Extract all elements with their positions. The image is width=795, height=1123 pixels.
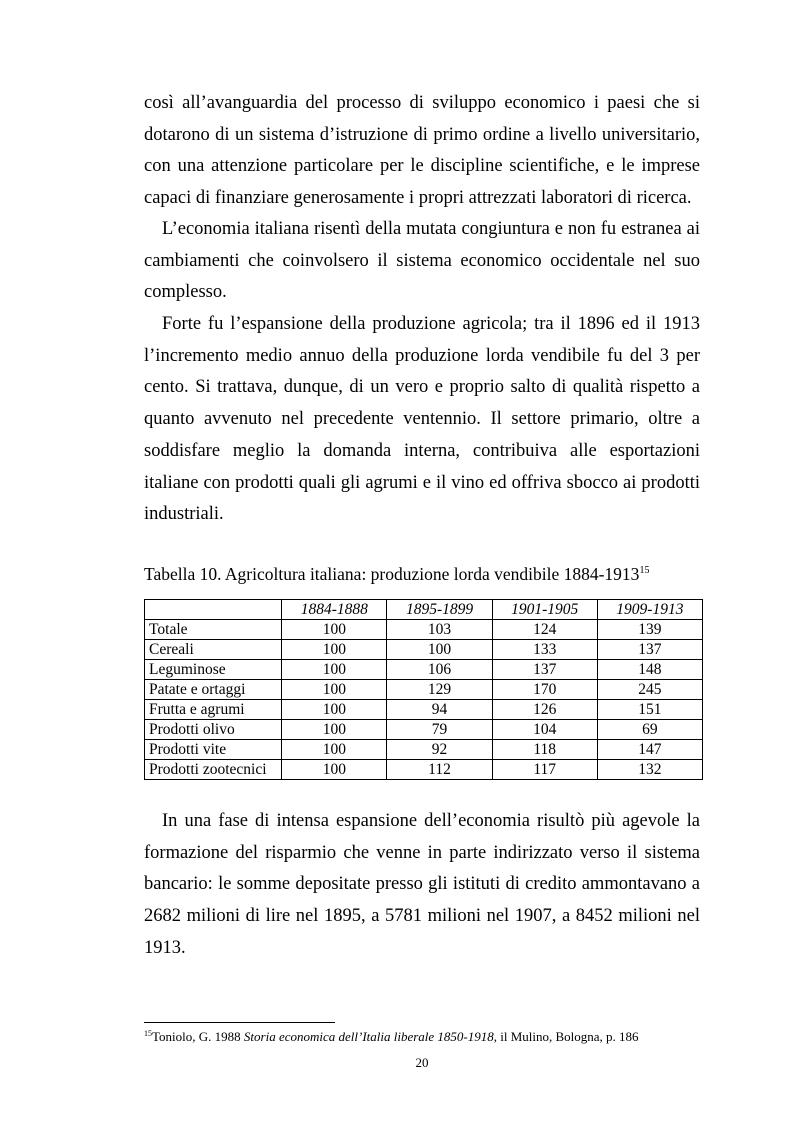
row-label: Frutta e agrumi <box>145 700 282 720</box>
header-cell: 1901-1905 <box>492 600 597 620</box>
header-cell <box>145 600 282 620</box>
table-caption <box>144 562 649 586</box>
row-label: Prodotti olivo <box>145 720 282 740</box>
row-label: Prodotti vite <box>145 740 282 760</box>
table-cell: 94 <box>387 700 492 720</box>
body-paragraph-1: così all’avanguardia del processo di sviluppo economico i paesi che si dotarono di un sistema d’istruzione di primo ordine a livello universitario, con una attenzione particolare per le discipline scientifiche, e le imprese capaci di finanziare generosamente i propri attrezzati laboratori di ricerca. <box>144 93 700 209</box>
table-row <box>145 620 703 640</box>
table-row <box>145 660 703 680</box>
table-cell: 148 <box>597 660 702 680</box>
table-cell: 100 <box>282 640 387 660</box>
table-cell: 124 <box>492 620 597 640</box>
row-label: Patate e ortaggi <box>145 680 282 700</box>
table-row <box>145 720 703 740</box>
production-table <box>144 599 703 780</box>
table-cell: 100 <box>282 700 387 720</box>
table-cell: 104 <box>492 720 597 740</box>
table-cell: 100 <box>282 720 387 740</box>
table-cell: 132 <box>597 760 702 780</box>
table-cell: 137 <box>492 660 597 680</box>
footnote-divider <box>144 1022 335 1023</box>
table-row <box>145 760 703 780</box>
table-cell: 92 <box>387 740 492 760</box>
body-paragraph-4: In una fase di intensa espansione dell’economia risultò più agevole la formazione del risparmio che venne in parte indirizzato verso il sistema bancario: le somme depositate presso gli istituti di credito ammontavano a 2682 milioni di lire nel 1895, a 5781 milioni nel 1907, a 8452 milioni nel 1913. <box>144 811 700 958</box>
footnote <box>144 1028 639 1046</box>
page-number: 20 <box>415 1055 429 1070</box>
table-cell: 100 <box>282 740 387 760</box>
table-caption-text: Tabella 10. Agricoltura italiana: produzione lorda vendibile 1884-1913 <box>144 564 640 584</box>
header-cell: 1895-1899 <box>387 600 492 620</box>
body-paragraph-3: Forte fu l’espansione della produzione agricola; tra il 1896 ed il 1913 l’incremento medio annuo della produzione lorda vendibile fu del 3 per cento. Si trattava, dunque, di un vero e proprio salto di qualità rispetto a quanto avvenuto nel precedente ventennio. Il settore primario, oltre a soddisfare meglio la domanda interna, contribuiva alle esportazioni italiane con prodotti quali gli agrumi e il vino ed offriva sbocco ai prodotti industriali. <box>144 314 700 525</box>
footnote-reference: 15 <box>639 565 650 576</box>
table-row <box>145 640 703 660</box>
table-cell: 133 <box>492 640 597 660</box>
header-cell: 1909-1913 <box>597 600 702 620</box>
table-cell: 147 <box>597 740 702 760</box>
footnote-publisher: , il Mulino, Bologna, p. 186 <box>493 1029 639 1044</box>
row-label: Cereali <box>145 640 282 660</box>
table-cell: 126 <box>492 700 597 720</box>
table-cell: 100 <box>282 760 387 780</box>
table-header-row <box>145 600 703 620</box>
table-cell: 137 <box>597 640 702 660</box>
table-row <box>145 680 703 700</box>
table-cell: 170 <box>492 680 597 700</box>
table-cell: 69 <box>597 720 702 740</box>
row-label: Leguminose <box>145 660 282 680</box>
footnote-number: 15 <box>144 1029 152 1038</box>
table-cell: 245 <box>597 680 702 700</box>
footnote-title: Storia economica dell’Italia liberale 1850-1918 <box>243 1029 494 1044</box>
table-cell: 106 <box>387 660 492 680</box>
table-cell: 139 <box>597 620 702 640</box>
table-cell: 79 <box>387 720 492 740</box>
footnote-author: Toniolo, G. 1988 <box>152 1029 244 1044</box>
table-cell: 117 <box>492 760 597 780</box>
table-cell: 151 <box>597 700 702 720</box>
table-cell: 103 <box>387 620 492 640</box>
table-cell: 100 <box>282 620 387 640</box>
table-cell: 100 <box>387 640 492 660</box>
table-cell: 129 <box>387 680 492 700</box>
table-cell: 100 <box>282 660 387 680</box>
table-cell: 118 <box>492 740 597 760</box>
table-row <box>145 740 703 760</box>
header-cell: 1884-1888 <box>282 600 387 620</box>
table-cell: 100 <box>282 680 387 700</box>
table-cell: 112 <box>387 760 492 780</box>
row-label: Totale <box>145 620 282 640</box>
row-label: Prodotti zootecnici <box>145 760 282 780</box>
body-paragraph-2: L’economia italiana risentì della mutata congiuntura e non fu estranea ai cambiamenti che coinvolsero il sistema economico occidentale nel suo complesso. <box>144 219 700 303</box>
table-row <box>145 700 703 720</box>
